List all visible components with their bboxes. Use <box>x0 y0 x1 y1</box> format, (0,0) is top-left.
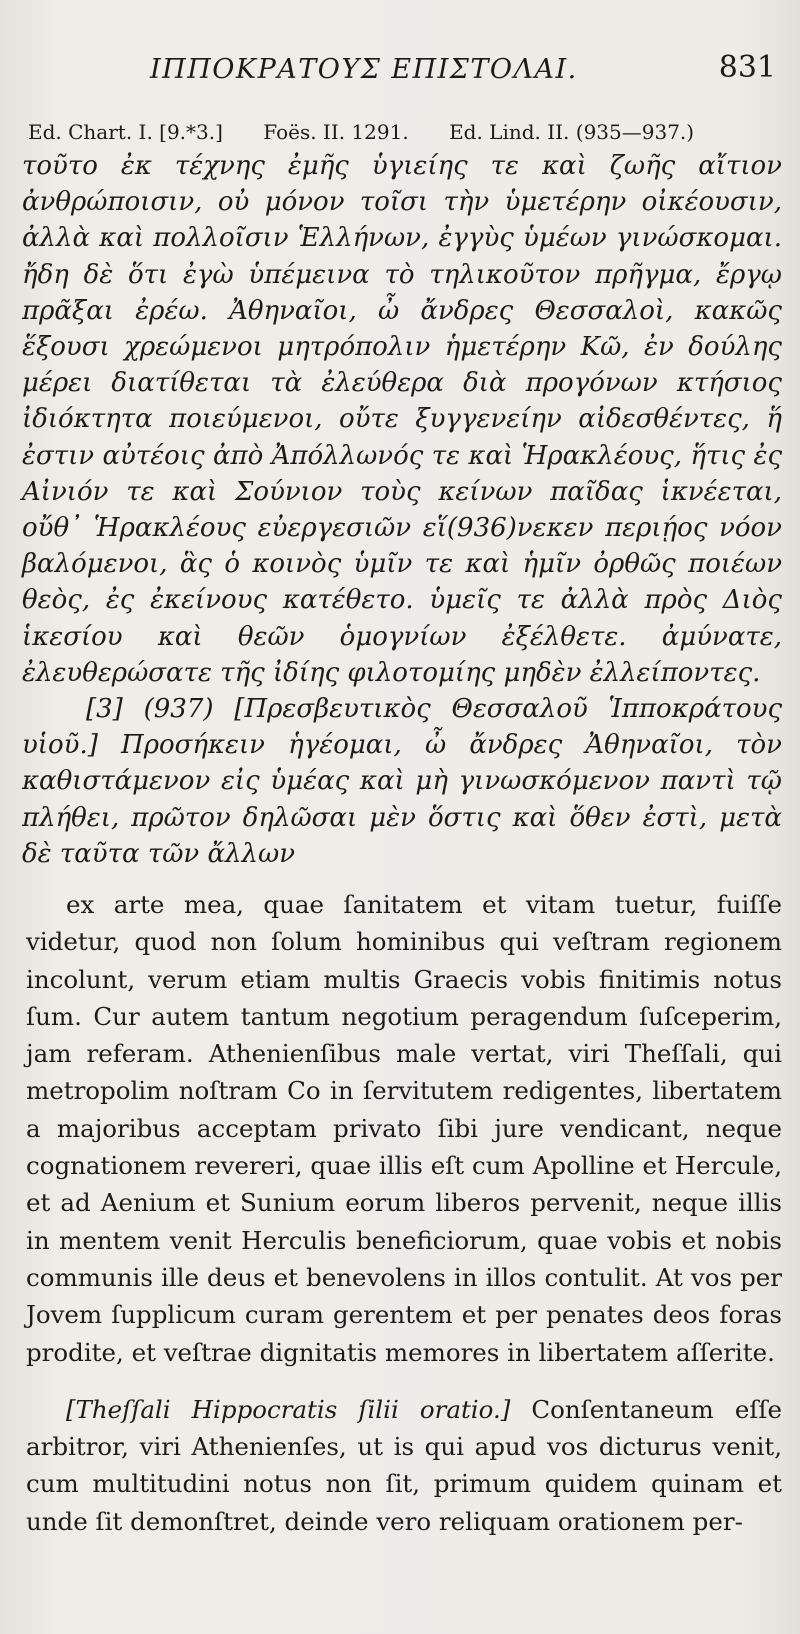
page-header <box>30 48 782 94</box>
latin-paragraph-text: Conſentaneum eſſe arbitror, viri Athenienſes, ut is qui apud vos dicturus venit, cum multitudini notus non ſit, primum quidem quinam et unde ſit demonſtret, deinde vero reliquam orationem per- <box>26 1394 782 1536</box>
section-heading: [Theſſali Hippocratis ſilii oratio.] <box>66 1394 511 1424</box>
greek-paragraph: τοῦτο ἐκ τέχνης ἐμῆς ὑγιείης τε καὶ ζωῆς αἴτιον ἀνθρώποισιν, οὐ μόνον τοῖσι τὴν ὑμετέρην οἰκέουσιν, ἀλλὰ καὶ πολλοῖσιν Ἑλλήνων, ἐγγὺς ὑμέων γινώσκομαι. ἤδη δὲ ὅτι ἐγὼ ὑπέμεινα τὸ τηλικοῦτον πρῆγμα, ἔργῳ πρᾶξαι ἐρέω. Ἀθηναῖοι, ὦ ἄνδρες Θεσσαλοὶ, κακῶς ἕξουσι χρεώμενοι μητρόπολιν ἡμετέρην Κῶ, ἐν δούλης μέρει διατίθεται τὰ ἐλεύθερα διὰ προγόνων κτήσιος ἰδιόκτητα ποιεύμενοι, οὔτε ξυγγενείην αἰδεσθέντες, ἥ ἐστιν αὐτέοις ἀπὸ Ἀπόλλωνός τε καὶ Ἡρακλέους, ἥτις ἐς Αἰνιόν τε καὶ Σούνιον τοὺς κείνων παῖδας ἱκνέεται, οὔθ᾽ Ἡρακλέους εὐεργεσιῶν εἵ(936)νεκεν περιῄος νόον βαλόμενοι, ἃς ὁ κοινὸς ὑμῖν τε καὶ ἡμῖν ὀρθῶς ποιέων θεὸς, ἐς ἐκείνους κατέθετο. ὑμεῖς τε ἀλλὰ πρὸς Διὸς ἱκεσίου καὶ θεῶν ὁμογνίων ἐξέλθετε. ἀμύνατε, ἐλευθερώσατε τῆς ἰδίης φιλοτομίης μηδὲν ἐλλείποντες. <box>22 151 782 688</box>
running-title: ΙΠΠΟΚΡΑΤΟΥΣ ΕΠΙΣΤΟΛΑΙ. <box>150 54 578 85</box>
greek-text <box>22 148 782 872</box>
edition-linden: Ed. Lind. II. (935—937.) <box>449 120 695 144</box>
edition-references <box>28 120 782 144</box>
page-number: 831 <box>718 50 776 85</box>
latin-paragraph: ex arte mea, quae ſanitatem et vitam tuetur, fuiſſe videtur, quod non ſolum hominibus qui veſtram regionem incolunt, verum etiam multis Graecis vobis finitimis notus ſum. Cur autem tantum negotium peragendum ſuſceperim, jam referam. Athenienſibus male vertat, viri Theſſali, qui metropolim noſtram Co in ſervitutem redigentes, libertatem a majoribus acceptam privato ſibi jure vendicant, neque cognationem revereri, quae illis eſt cum Apolline et Hercule, et ad Aenium et Sunium eorum liberos pervenit, neque illis in mentem venit Herculis beneficiorum, quae vobis et nobis communis ille deus et benevolens in illos contulit. At vos per Jovem ſupplicum curam gerentem et per penates deos foras prodite, et veſtrae dignitatis memores in libertatem aſſerite. <box>26 890 782 1367</box>
edition-foes: Foës. II. 1291. <box>263 120 409 144</box>
greek-paragraph: [3] (937) [Πρεσβευτικὸς Θεσσαλοῦ Ἱπποκράτους υἱοῦ.] Προσήκειν ἡγέομαι, ὦ ἄνδρες Ἀθηναῖοι, τὸν καθιστάμενον εἰς ὑμέας καὶ μὴ γινωσκόμενον παντὶ τῷ πλήθει, πρῶτον δηλῶσαι μὲν ὅστις καὶ ὅθεν ἐστὶ, μετὰ δὲ ταῦτα τῶν ἄλλων <box>22 694 782 869</box>
latin-paragraph <box>26 1391 782 1540</box>
latin-text <box>26 886 782 1540</box>
edition-chartier: Ed. Chart. I. [9.*3.] <box>28 120 223 144</box>
